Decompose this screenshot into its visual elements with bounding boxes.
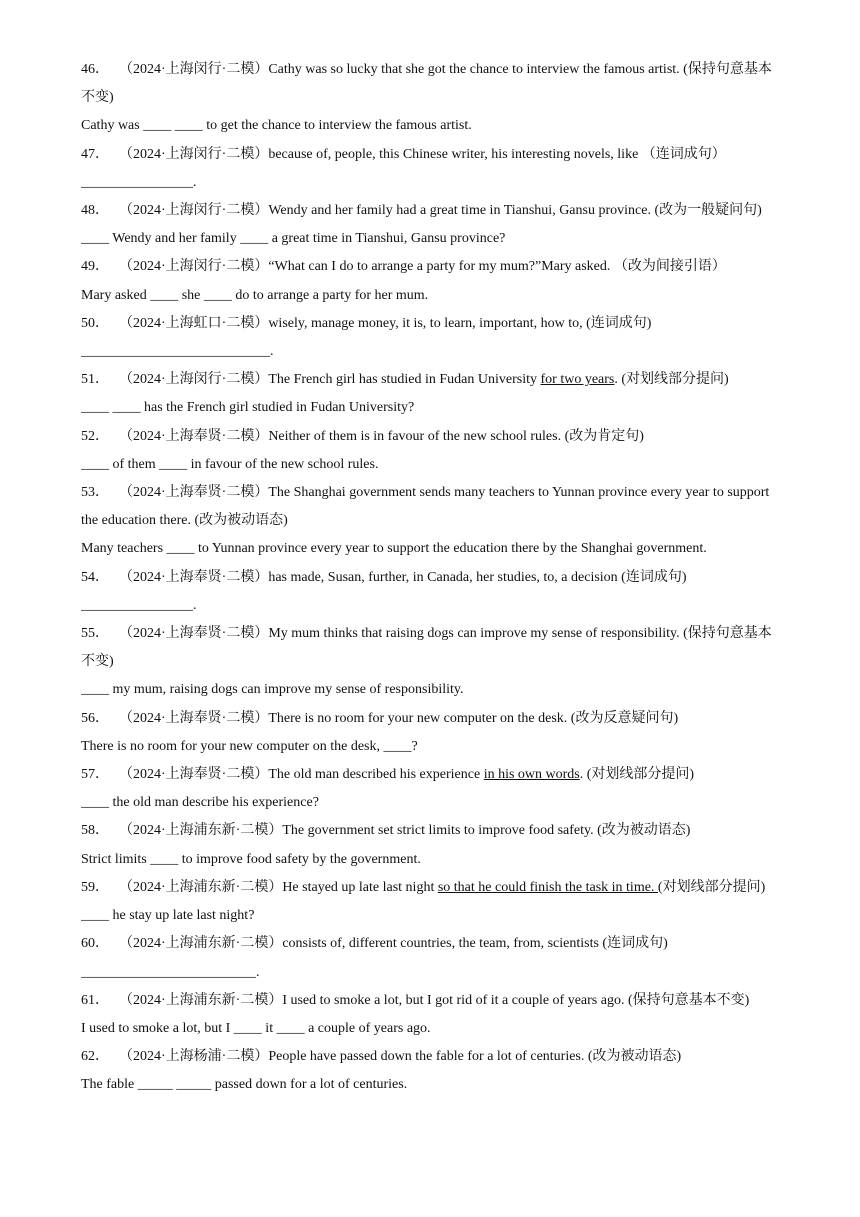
question-52 [81,423,778,479]
question-prompt [81,564,778,592]
answer-line: ________________. [81,597,197,613]
answer-line: ____ Wendy and her family ____ a great time in Tianshui, Gansu province? [81,231,506,247]
question-prompt [81,366,778,394]
question-57 [81,761,778,817]
question-62 [81,1043,778,1099]
answer-line: ____ the old man describe his experience? [81,795,319,811]
question-47 [81,141,778,197]
question-prompt [81,423,778,451]
question-50 [81,310,778,366]
answer-line: The fable _____ _____ passed down for a lot of centuries. [81,1077,408,1093]
question-prompt [81,56,778,112]
question-prompt [81,253,778,281]
answer-line: ________________. [81,174,197,190]
question-60 [81,930,778,986]
question-prompt [81,930,778,958]
question-number: 58． [81,823,109,839]
question-58 [81,817,778,873]
prompt-text: （2024·上海奉贤·二模）Neither of them is in favour of the new school rules. (改为肯定句) [119,428,644,444]
question-number: 51． [81,372,109,388]
prompt-text: （2024·上海奉贤·二模）My mum thinks that raising dogs can improve my sense of responsibility. (保持句意基本不变) [81,626,772,670]
question-59 [81,874,778,930]
underlined-phrase: in his own words [483,767,580,783]
question-53 [81,479,778,564]
answer-line: ___________________________. [81,344,274,360]
prompt-text: （2024·上海浦东新·二模）consists of, different countries, the team, from, scientists (连词成句) [119,936,668,952]
answer-line: ____ my mum, raising dogs can improve my sense of responsibility. [81,682,464,698]
question-number: 59． [81,879,109,895]
underlined-phrase: so that he could finish the task in time. [437,879,658,895]
prompt-text: （2024·上海闵行·二模）The French girl has studied in Fudan University [119,372,541,388]
question-number: 61． [81,992,109,1008]
question-prompt [81,705,778,733]
question-number: 60． [81,936,109,952]
question-number: 62． [81,1049,109,1065]
prompt-instruction: (对划线部分提问) [657,879,766,895]
question-prompt [81,197,778,225]
prompt-text: （2024·上海浦东新·二模）The government set strict limits to improve food safety. (改为被动语态) [119,823,691,839]
answer-line: ____ he stay up late last night? [81,908,255,924]
question-54 [81,564,778,620]
answer-line: ____ of them ____ in favour of the new school rules. [81,456,379,472]
question-49 [81,253,778,309]
prompt-text: （2024·上海奉贤·二模）has made, Susan, further, in Canada, her studies, to, a decision (连词成句) [119,569,687,585]
question-51 [81,366,778,422]
question-prompt [81,987,778,1015]
question-number: 47． [81,146,109,162]
question-48 [81,197,778,253]
question-prompt [81,1043,778,1071]
question-number: 53． [81,485,109,501]
answer-line: I used to smoke a lot, but I ____ it ____ a couple of years ago. [81,1020,431,1036]
question-55 [81,620,778,705]
prompt-text: （2024·上海奉贤·二模）The Shanghai government sends many teachers to Yunnan province every year to support the education there. (改为被动语态) [81,485,770,529]
prompt-text: （2024·上海虹口·二模）wisely, manage money, it is, to learn, important, how to, (连词成句) [119,315,652,331]
answer-line: Mary asked ____ she ____ do to arrange a party for her mum. [81,287,429,303]
prompt-text: （2024·上海杨浦·二模）People have passed down the fable for a lot of centuries. (改为被动语态) [119,1049,682,1065]
prompt-text: （2024·上海浦东新·二模）He stayed up late last night [119,879,438,895]
question-prompt [81,141,778,169]
prompt-text: （2024·上海闵行·二模）because of, people, this Chinese writer, his interesting novels, like （连词成句） [119,146,726,162]
question-56 [81,705,778,761]
question-number: 57． [81,767,109,783]
question-61 [81,987,778,1043]
prompt-instruction: . (对划线部分提问) [614,372,729,388]
question-46 [81,56,778,141]
question-number: 55． [81,626,109,642]
underlined-phrase: for two years [540,372,615,388]
question-prompt [81,817,778,845]
question-number: 50． [81,315,109,331]
prompt-instruction: . (对划线部分提问) [579,767,695,783]
prompt-text: （2024·上海奉贤·二模）There is no room for your new computer on the desk. (改为反意疑问句) [119,710,679,726]
question-prompt [81,310,778,338]
answer-line: ____ ____ has the French girl studied in Fudan University? [81,400,415,416]
question-prompt [81,620,778,676]
answer-line: Cathy was ____ ____ to get the chance to interview the famous artist. [81,118,472,134]
answer-line: _________________________. [81,964,260,980]
answer-line: There is no room for your new computer on the desk, ____? [81,738,418,754]
prompt-text: （2024·上海闵行·二模）“What can I do to arrange a party for my mum?”Mary asked. （改为间接引语） [119,259,726,275]
prompt-text: （2024·上海闵行·二模）Cathy was so lucky that she got the chance to interview the famous artist. (保持句意基本不变) [81,62,772,106]
question-list [81,56,778,1100]
question-prompt [81,874,778,902]
prompt-text: （2024·上海奉贤·二模）The old man described his experience [119,767,484,783]
question-number: 54． [81,569,109,585]
question-prompt [81,479,778,535]
question-number: 49． [81,259,109,275]
prompt-text: （2024·上海闵行·二模）Wendy and her family had a great time in Tianshui, Gansu province. (改为一般疑问句) [119,203,762,219]
prompt-text: （2024·上海浦东新·二模）I used to smoke a lot, but I got rid of it a couple of years ago. (保持句意基本不变) [119,992,750,1008]
question-number: 48． [81,203,109,219]
question-number: 56． [81,710,109,726]
answer-line: Many teachers ____ to Yunnan province every year to support the education there by the Shanghai government. [81,541,707,557]
question-number: 46． [81,62,109,77]
question-prompt [81,761,778,789]
question-number: 52． [81,428,109,444]
answer-line: Strict limits ____ to improve food safety by the government. [81,851,421,867]
